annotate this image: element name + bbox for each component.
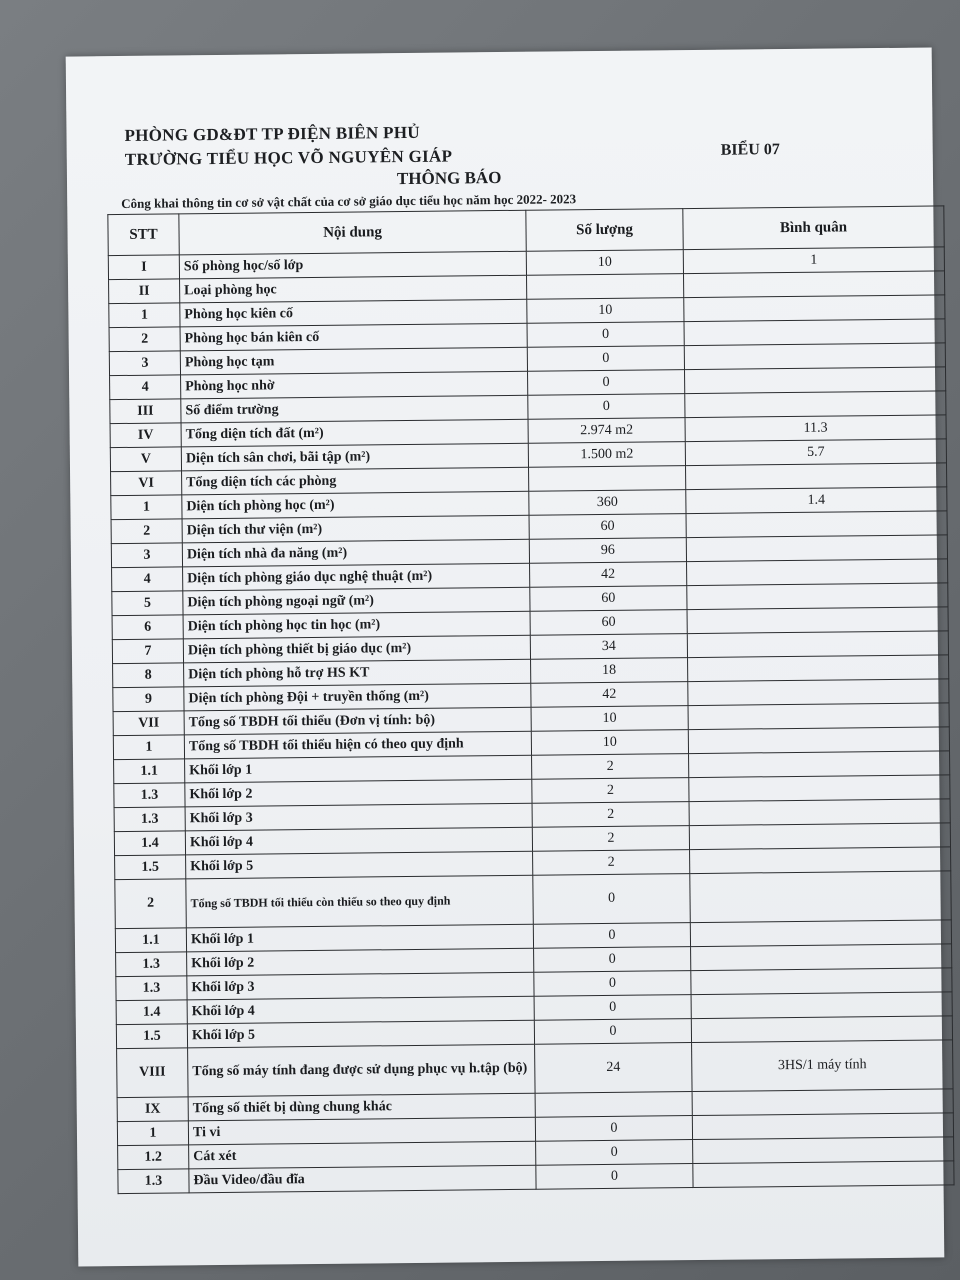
cell-content: Diện tích sân chơi, bãi tập (m²) bbox=[181, 443, 528, 471]
cell-quantity: 0 bbox=[533, 923, 690, 949]
cell-content: Tổng số TBDH tối thiểu (Đơn vị tính: bộ) bbox=[184, 707, 531, 735]
cell-stt: 2 bbox=[109, 327, 180, 352]
cell-average bbox=[690, 847, 951, 874]
cell-stt: 8 bbox=[113, 663, 184, 688]
cell-quantity: 0 bbox=[535, 1116, 692, 1142]
cell-average bbox=[684, 295, 945, 322]
cell-average bbox=[684, 319, 945, 346]
cell-stt: 1 bbox=[113, 735, 184, 760]
cell-stt: 1.5 bbox=[116, 1024, 187, 1049]
table-body bbox=[108, 247, 954, 1194]
cell-stt: 1.3 bbox=[118, 1169, 189, 1194]
cell-average: 11.3 bbox=[685, 415, 946, 442]
cell-average bbox=[690, 871, 951, 923]
cell-quantity: 10 bbox=[531, 730, 688, 756]
cell-content: Cát xét bbox=[189, 1141, 536, 1169]
cell-stt: 7 bbox=[112, 639, 183, 664]
cell-stt: 9 bbox=[113, 687, 184, 712]
cell-quantity: 34 bbox=[530, 634, 687, 660]
cell-average bbox=[688, 679, 949, 706]
cell-quantity bbox=[535, 1092, 692, 1118]
cell-average: 1.4 bbox=[686, 487, 947, 514]
cell-quantity: 360 bbox=[529, 490, 686, 516]
cell-average: 1 bbox=[683, 247, 944, 274]
cell-content: Khối lớp 5 bbox=[187, 1020, 534, 1048]
cell-content: Loại phòng học bbox=[180, 275, 527, 303]
cell-stt: 5 bbox=[112, 591, 183, 616]
cell-quantity: 18 bbox=[531, 658, 688, 684]
cell-quantity: 0 bbox=[528, 394, 685, 420]
cell-content: Tổng diện tích đất (m²) bbox=[181, 419, 528, 447]
cell-content: Diện tích phòng hỗ trợ HS KT bbox=[184, 659, 531, 687]
cell-content: Diện tích phòng thiết bị giáo dục (m²) bbox=[183, 635, 530, 663]
cell-content: Diện tích phòng ngoại ngữ (m²) bbox=[183, 587, 530, 615]
cell-average bbox=[693, 1137, 954, 1164]
cell-quantity: 10 bbox=[526, 250, 683, 276]
cell-content: Khối lớp 3 bbox=[185, 803, 532, 831]
cell-stt: 1.2 bbox=[118, 1145, 189, 1170]
facilities-table bbox=[107, 205, 954, 1194]
cell-content: Tổng số máy tính đang được sử dụng phục vụ h.tập (bộ) bbox=[188, 1044, 535, 1097]
cell-quantity: 2 bbox=[532, 826, 689, 852]
department-name: PHÒNG GD&ĐT TP ĐIỆN BIÊN PHỦ bbox=[124, 122, 421, 145]
cell-average bbox=[690, 920, 951, 947]
cell-stt: 3 bbox=[111, 543, 182, 568]
cell-stt: IV bbox=[110, 423, 181, 448]
cell-stt: VIII bbox=[117, 1048, 189, 1098]
cell-stt: 1.1 bbox=[115, 928, 186, 953]
cell-content: Tổng số TBDH tối thiểu hiện có theo quy định bbox=[184, 731, 531, 759]
cell-average bbox=[685, 367, 946, 394]
cell-quantity: 96 bbox=[529, 538, 686, 564]
cell-quantity: 42 bbox=[530, 562, 687, 588]
cell-average bbox=[689, 775, 950, 802]
cell-stt: 1.3 bbox=[116, 952, 187, 977]
cell-stt: 6 bbox=[112, 615, 183, 640]
cell-quantity: 2.974 m2 bbox=[528, 418, 685, 444]
cell-content: Tổng số TBDH tối thiểu còn thiếu so theo quy định bbox=[186, 875, 533, 928]
table-row bbox=[115, 871, 951, 929]
cell-stt: VII bbox=[113, 711, 184, 736]
cell-average bbox=[691, 992, 952, 1019]
cell-stt: 1 bbox=[109, 303, 180, 328]
cell-average bbox=[693, 1161, 954, 1188]
cell-quantity: 60 bbox=[530, 586, 687, 612]
cell-content: Đầu Video/đầu đĩa bbox=[189, 1165, 536, 1193]
cell-average bbox=[692, 1113, 953, 1140]
cell-stt: 1 bbox=[111, 495, 182, 520]
cell-content: Phòng học kiên cố bbox=[180, 299, 527, 327]
cell-quantity: 0 bbox=[527, 346, 684, 372]
cell-average bbox=[691, 944, 952, 971]
cell-content: Số điểm trường bbox=[181, 395, 528, 423]
cell-average bbox=[687, 631, 948, 658]
cell-quantity: 10 bbox=[527, 298, 684, 324]
cell-content: Ti vi bbox=[188, 1117, 535, 1145]
table-row bbox=[117, 1040, 953, 1098]
cell-average bbox=[688, 727, 949, 754]
document-page bbox=[66, 47, 945, 1266]
cell-stt: 1.1 bbox=[114, 759, 185, 784]
cell-quantity: 2 bbox=[532, 778, 689, 804]
cell-average bbox=[689, 751, 950, 778]
cell-quantity bbox=[529, 466, 686, 492]
cell-average bbox=[685, 391, 946, 418]
cell-content: Diện tích thư viện (m²) bbox=[182, 515, 529, 543]
cell-stt: 4 bbox=[112, 567, 183, 592]
cell-average: 3HS/1 máy tính bbox=[692, 1040, 953, 1092]
cell-stt: 1.3 bbox=[116, 976, 187, 1001]
cell-content: Số phòng học/số lớp bbox=[179, 251, 526, 279]
cell-stt: 1.3 bbox=[114, 807, 185, 832]
form-code: BIỂU 07 bbox=[720, 141, 780, 159]
cell-quantity bbox=[527, 274, 684, 300]
cell-content: Tổng diện tích các phòng bbox=[182, 467, 529, 495]
cell-quantity: 42 bbox=[531, 682, 688, 708]
column-header-content: Nội dung bbox=[179, 210, 526, 255]
cell-stt: 1 bbox=[117, 1121, 188, 1146]
cell-average bbox=[686, 463, 947, 490]
cell-average bbox=[688, 655, 949, 682]
cell-quantity: 2 bbox=[533, 850, 690, 876]
cell-quantity: 0 bbox=[533, 874, 691, 925]
school-name: TRƯỜNG TIỂU HỌC VÕ NGUYÊN GIÁP bbox=[124, 146, 453, 169]
cell-stt: 1.5 bbox=[115, 855, 186, 880]
cell-quantity: 0 bbox=[534, 947, 691, 973]
cell-quantity: 0 bbox=[527, 322, 684, 348]
cell-stt: 2 bbox=[111, 519, 182, 544]
cell-content: Khối lớp 2 bbox=[187, 948, 534, 976]
cell-stt: IX bbox=[117, 1097, 188, 1122]
notice-title: THÔNG BÁO bbox=[396, 168, 502, 189]
cell-average bbox=[689, 799, 950, 826]
cell-stt: 1.3 bbox=[114, 783, 185, 808]
cell-stt: V bbox=[110, 447, 181, 472]
cell-content: Khối lớp 1 bbox=[185, 755, 532, 783]
cell-stt: 2 bbox=[115, 879, 187, 929]
cell-quantity: 10 bbox=[531, 706, 688, 732]
cell-content: Tổng số thiết bị dùng chung khác bbox=[188, 1093, 535, 1121]
cell-quantity: 60 bbox=[530, 610, 687, 636]
cell-quantity: 0 bbox=[534, 1019, 691, 1045]
cell-content: Diện tích phòng học (m²) bbox=[182, 491, 529, 519]
cell-average: 5.7 bbox=[685, 439, 946, 466]
cell-stt: 1.4 bbox=[114, 831, 185, 856]
column-header-quantity: Số lượng bbox=[526, 209, 683, 252]
cell-average bbox=[684, 343, 945, 370]
cell-average bbox=[683, 271, 944, 298]
cell-average bbox=[687, 583, 948, 610]
letterhead bbox=[124, 117, 804, 172]
cell-content: Diện tích phòng Đội + truyền thống (m²) bbox=[184, 683, 531, 711]
cell-quantity: 0 bbox=[536, 1164, 693, 1190]
cell-content: Khối lớp 4 bbox=[185, 827, 532, 855]
cell-average bbox=[686, 511, 947, 538]
cell-average bbox=[686, 535, 947, 562]
cell-quantity: 2 bbox=[532, 802, 689, 828]
cell-content: Phòng học nhờ bbox=[181, 371, 528, 399]
cell-content: Phòng học tạm bbox=[180, 347, 527, 375]
cell-stt: 3 bbox=[109, 351, 180, 376]
cell-content: Diện tích phòng học tin học (m²) bbox=[183, 611, 530, 639]
cell-stt: VI bbox=[111, 471, 182, 496]
cell-quantity: 60 bbox=[529, 514, 686, 540]
cell-content: Khối lớp 4 bbox=[187, 996, 534, 1024]
cell-stt: III bbox=[110, 399, 181, 424]
cell-content: Phòng học bán kiên cố bbox=[180, 323, 527, 351]
cell-quantity: 24 bbox=[535, 1043, 693, 1094]
cell-average bbox=[691, 1016, 952, 1043]
cell-quantity: 0 bbox=[536, 1140, 693, 1166]
cell-content: Diện tích phòng giáo dục nghệ thuật (m²) bbox=[183, 563, 530, 591]
notice-subtitle: Công khai thông tin cơ sở vật chất của cơ sở giáo dục tiểu học năm học 2022- 2023 bbox=[121, 191, 577, 211]
column-header-stt: STT bbox=[108, 214, 179, 256]
cell-average bbox=[688, 703, 949, 730]
cell-content: Khối lớp 5 bbox=[186, 851, 533, 879]
cell-stt: II bbox=[109, 279, 180, 304]
cell-stt: I bbox=[108, 255, 179, 280]
cell-content: Khối lớp 2 bbox=[185, 779, 532, 807]
cell-quantity: 2 bbox=[532, 754, 689, 780]
cell-average bbox=[687, 559, 948, 586]
cell-content: Diện tích nhà đa năng (m²) bbox=[182, 539, 529, 567]
cell-average bbox=[689, 823, 950, 850]
cell-average bbox=[687, 607, 948, 634]
cell-quantity: 1.500 m2 bbox=[528, 442, 685, 468]
cell-quantity: 0 bbox=[534, 971, 691, 997]
cell-stt: 4 bbox=[110, 375, 181, 400]
cell-quantity: 0 bbox=[534, 995, 691, 1021]
cell-average bbox=[692, 1089, 953, 1116]
cell-average bbox=[691, 968, 952, 995]
cell-stt: 1.4 bbox=[116, 1000, 187, 1025]
cell-content: Khối lớp 1 bbox=[186, 924, 533, 952]
cell-content: Khối lớp 3 bbox=[187, 972, 534, 1000]
cell-quantity: 0 bbox=[528, 370, 685, 396]
column-header-average: Bình quân bbox=[683, 206, 944, 250]
